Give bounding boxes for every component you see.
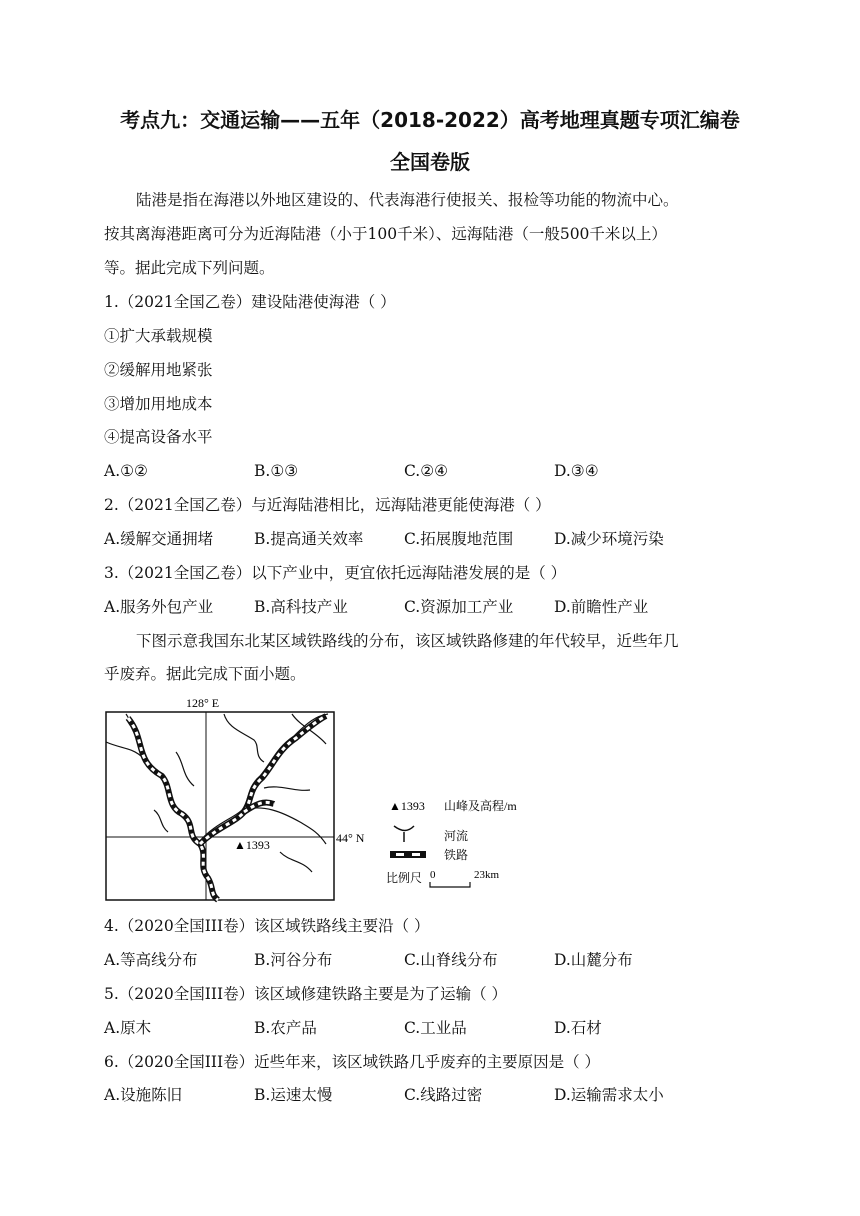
river-path: [280, 852, 312, 872]
q2-option-d[interactable]: D.减少环境污染: [554, 530, 664, 548]
q1-option-d[interactable]: D.③④: [554, 462, 599, 480]
river-path: [264, 787, 310, 790]
legend-river-text: 河流: [444, 829, 469, 843]
q3-option-a[interactable]: A.服务外包产业: [104, 598, 214, 616]
railway-map-svg: [104, 692, 524, 904]
q1-item-4: ④提高设备水平: [104, 428, 213, 446]
q2-option-c[interactable]: C.拓展腹地范围: [404, 530, 514, 548]
page-title-line2: 全国卷版: [390, 150, 470, 174]
q6-option-d[interactable]: D.运输需求太小: [554, 1086, 664, 1104]
q1-option-a[interactable]: A.①②: [104, 462, 148, 480]
q2-option-b[interactable]: B.提高通关效率: [254, 530, 364, 548]
q3-stem: 3.（2021全国乙卷）以下产业中，更宜依托远海陆港发展的是（ ）: [104, 564, 567, 582]
q1-item-1: ①扩大承载规模: [104, 327, 213, 345]
page-title-line1: 考点九：交通运输——五年（2018-2022）高考地理真题专项汇编卷: [120, 108, 740, 132]
legend-peak-text: 山峰及高程/m: [444, 799, 517, 813]
peak-marker-label: ▲1393: [234, 838, 270, 852]
q5-option-a[interactable]: A.原木: [104, 1019, 152, 1037]
q4-option-c[interactable]: C.山脊线分布: [404, 951, 498, 969]
river-path: [154, 810, 168, 832]
legend-rail-dash: [396, 853, 404, 856]
q1-stem: 1.（2021全国乙卷）建设陆港使海港（ ）: [104, 293, 396, 311]
q1-item-2: ②缓解用地紧张: [104, 361, 213, 379]
river-path: [224, 714, 264, 762]
q2-option-a[interactable]: A.缓解交通拥堵: [104, 530, 214, 548]
railway-map-figure: [104, 692, 524, 904]
legend-scale-text: 比例尺: [386, 871, 423, 885]
longitude-label: 128° E: [186, 696, 220, 710]
q2-stem: 2.（2021全国乙卷）与近海陆港相比，远海陆港更能使海港（ ）: [104, 496, 551, 514]
intro1-line-2: 按其离海港距离可分为近海陆港（小于100千米）、远海陆港（一般500千米以上）: [104, 225, 667, 243]
legend-scale-bar: [430, 882, 470, 887]
legend-scale-zero: 0: [430, 869, 436, 881]
latitude-label: 44° N: [336, 831, 365, 845]
q3-option-c[interactable]: C.资源加工产业: [404, 598, 514, 616]
legend-scale-km: 23km: [474, 869, 500, 881]
map-legend: [386, 798, 517, 887]
q6-option-a[interactable]: A.设施陈旧: [104, 1086, 183, 1104]
q5-stem: 5.（2020全国III卷）该区域修建铁路主要是为了运输（ ）: [104, 985, 508, 1003]
intro1-line-1: 陆港是指在海港以外地区建设的、代表海港行使报关、报检等功能的物流中心。: [136, 191, 679, 209]
river-path: [176, 752, 194, 786]
legend-rail-symbol: [390, 851, 426, 858]
q4-stem: 4.（2020全国III卷）该区域铁路线主要沿（ ）: [104, 917, 430, 935]
legend-river-symbol: [394, 826, 414, 842]
q6-option-b[interactable]: B.运速太慢: [254, 1086, 333, 1104]
q6-stem: 6.（2020全国III卷）近些年来，该区域铁路几乎废弃的主要原因是（ ）: [104, 1053, 601, 1071]
legend-rail-dash: [412, 853, 420, 856]
q4-option-b[interactable]: B.河谷分布: [254, 951, 333, 969]
intro2-line-2: 乎废弃。据此完成下面小题。: [104, 665, 306, 683]
q5-option-d[interactable]: D.石材: [554, 1019, 602, 1037]
q4-option-a[interactable]: A.等高线分布: [104, 951, 198, 969]
legend-rail-text: 铁路: [444, 848, 469, 862]
intro1-line-3: 等。据此完成下列问题。: [104, 259, 275, 277]
q3-option-b[interactable]: B.高科技产业: [254, 598, 348, 616]
q1-option-b[interactable]: B.①③: [254, 462, 299, 480]
q6-option-c[interactable]: C.线路过密: [404, 1086, 483, 1104]
q4-option-d[interactable]: D.山麓分布: [554, 951, 633, 969]
railways: [128, 716, 326, 900]
legend-peak-value: ▲1393: [389, 799, 425, 813]
intro2-line-1: 下图示意我国东北某区域铁路线的分布，该区域铁路修建的年代较早，近些年几: [136, 632, 679, 650]
q3-option-d[interactable]: D.前瞻性产业: [554, 598, 649, 616]
q5-option-c[interactable]: C.工业品: [404, 1019, 467, 1037]
q1-item-3: ③增加用地成本: [104, 395, 213, 413]
q5-option-b[interactable]: B.农产品: [254, 1019, 317, 1037]
q1-option-c[interactable]: C.②④: [404, 462, 449, 480]
